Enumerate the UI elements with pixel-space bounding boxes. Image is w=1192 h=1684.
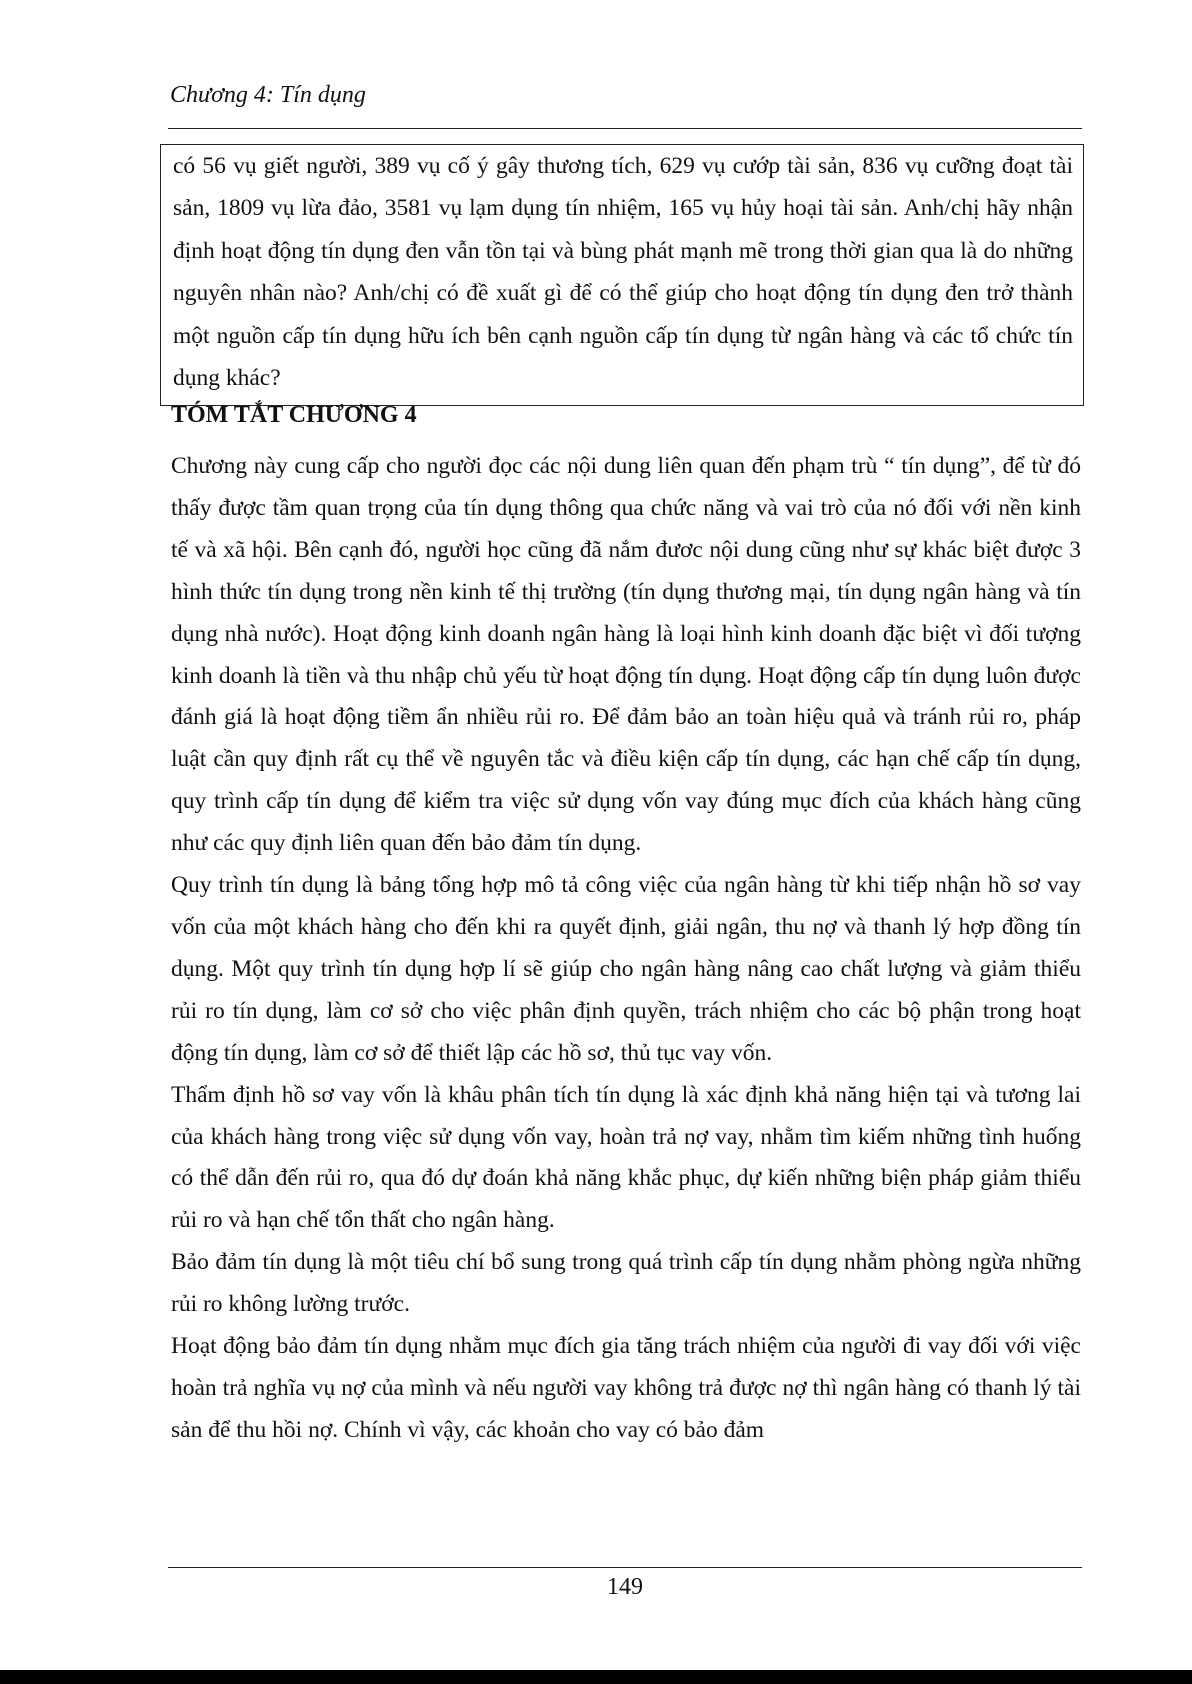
summary-body xyxy=(171,446,1081,1452)
summary-paragraph-1: Chương này cung cấp cho người đọc các nội dung liên quan đến phạm trù “ tín dụng”, để từ đó thấy được tầm quan trọng của tín dụng thông qua chức năng và vai trò của nó đối với nền kinh tế và xã hội. Bên cạnh đó, người học cũng đã nắm đươc nội dung cũng như sự khác biệt được 3 hình thức tín dụng trong nền kinh tế thị trường (tín dụng thương mại, tín dụng ngân hàng và tín dụng nhà nước). Hoạt động kinh doanh ngân hàng là loại hình kinh doanh đặc biệt vì đối tượng kinh doanh là tiền và thu nhập chủ yếu từ hoạt động tín dụng. Hoạt động cấp tín dụng luôn được đánh giá là hoạt động tiềm ẩn nhiều rủi ro. Để đảm bảo an toàn hiệu quả và tránh rủi ro, pháp luật cần quy định rất cụ thể về nguyên tắc và điều kiện cấp tín dụng, các hạn chế cấp tín dụng, quy trình cấp tín dụng để kiểm tra việc sử dụng vốn vay đúng mục đích của khách hàng cũng như các quy định liên quan đến bảo đảm tín dụng. xyxy=(171,453,1081,857)
summary-paragraph-3: Thẩm định hồ sơ vay vốn là khâu phân tích tín dụng là xác định khả năng hiện tại và tương lai của khách hàng trong việc sử dụng vốn vay, hoàn trả nợ vay, nhằm tìm kiếm những tình huống có thể dẫn đến rủi ro, qua đó dự đoán khả năng khắc phục, dự kiến những biện pháp giảm thiểu rủi ro và hạn chế tổn thất cho ngân hàng. xyxy=(171,1081,1081,1234)
summary-paragraph-2: Quy trình tín dụng là bảng tổng hợp mô tả công việc của ngân hàng từ khi tiếp nhận hồ sơ vay vốn của một khách hàng cho đến khi ra quyết định, giải ngân, thu nợ và thanh lý hợp đồng tín dụng. Một quy trình tín dụng hợp lí sẽ giúp cho ngân hàng nâng cao chất lượng và giảm thiểu rủi ro tín dụng, làm cơ sở cho việc phân định quyền, trách nhiệm cho các bộ phận trong hoạt động tín dụng, làm cơ sở để thiết lập các hồ sơ, thủ tục vay vốn. xyxy=(171,872,1081,1066)
summary-paragraph-5: Hoạt động bảo đảm tín dụng nhằm mục đích gia tăng trách nhiệm của người đi vay đối với việc hoàn trả nghĩa vụ nợ của mình và nếu người vay không trả được nợ thì ngân hàng có thanh lý tài sản để thu hồi nợ. Chính vì vậy, các khoản cho vay có bảo đảm xyxy=(171,1333,1081,1443)
footer-divider xyxy=(168,1567,1082,1568)
scan-edge xyxy=(0,1670,1192,1684)
exercise-box xyxy=(160,144,1084,406)
summary-paragraph-4: Bảo đảm tín dụng là một tiêu chí bổ sung trong quá trình cấp tín dụng nhằm phòng ngừa những rủi ro không lường trước. xyxy=(171,1249,1081,1318)
section-heading: TÓM TẮT CHƯƠNG 4 xyxy=(171,402,417,428)
chapter-header: Chương 4: Tín dụng xyxy=(170,82,366,108)
page-number: 149 xyxy=(607,1574,643,1600)
header-divider xyxy=(168,128,1082,129)
exercise-text: có 56 vụ giết người, 389 vụ cố ý gây thương tích, 629 vụ cướp tài sản, 836 vụ cưỡng đoạt tài sản, 1809 vụ lừa đảo, 3581 vụ lạm dụng tín nhiệm, 165 vụ hủy hoại tài sản. Anh/chị hãy nhận định hoạt động tín dụng đen vẫn tồn tại và bùng phát mạnh mẽ trong thời gian qua là do những nguyên nhân nào? Anh/chị có đề xuất gì để có thể giúp cho hoạt động tín dụng đen trở thành một nguồn cấp tín dụng hữu ích bên cạnh nguồn cấp tín dụng từ ngân hàng và các tổ chức tín dụng khác? xyxy=(173,153,1073,392)
